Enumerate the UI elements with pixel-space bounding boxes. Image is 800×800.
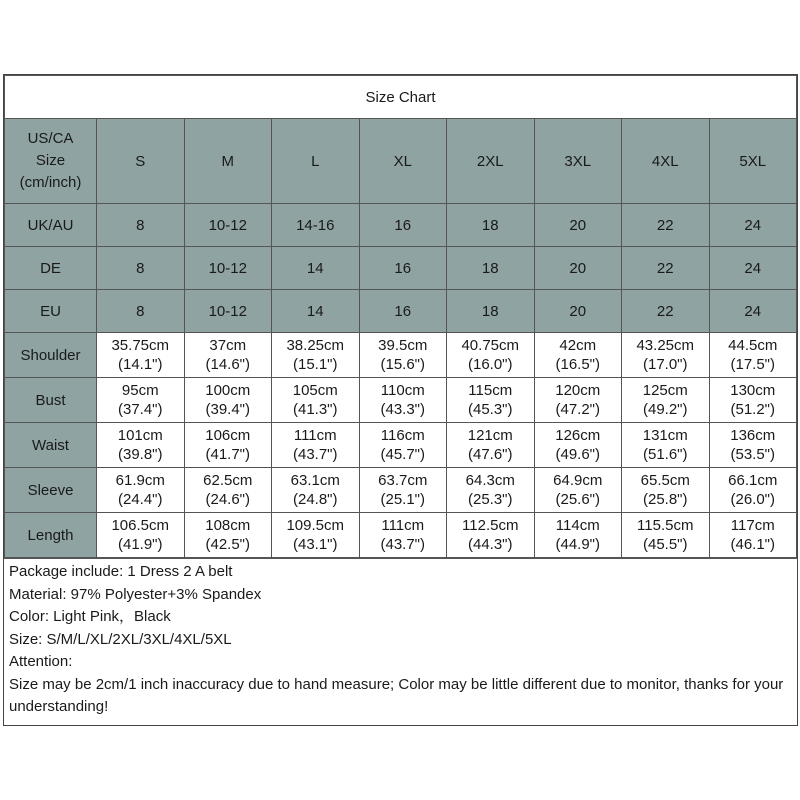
measurement-cm: 106.5cm: [111, 517, 170, 534]
measurement-cm: 115cm: [468, 382, 513, 399]
measurement-cm: 38.25cm: [286, 337, 345, 354]
measurement-cell: [447, 333, 535, 378]
measurement-cell: [622, 513, 710, 558]
measurement-cell: [709, 333, 797, 378]
measurement-cm: 61.9cm: [115, 472, 165, 489]
size-header-row: [5, 119, 797, 204]
measurement-cm: 37cm: [209, 337, 247, 354]
measurement-cm: 40.75cm: [461, 337, 520, 354]
measurement-cm: 44.5cm: [728, 337, 778, 354]
region-row: [5, 247, 797, 290]
header-label-line: (cm/inch): [19, 174, 82, 191]
measurement-inch: (44.3"): [467, 536, 513, 553]
measurement-cm: 62.5cm: [203, 472, 253, 489]
measurement-inch: (51.2"): [730, 401, 775, 418]
measurement-cell: [709, 513, 797, 558]
measurement-inch: (39.4"): [205, 401, 250, 418]
region-row: [5, 204, 797, 247]
measurement-cell: [272, 333, 360, 378]
measurement-cm: 115.5cm: [637, 517, 694, 534]
measurement-row: [5, 468, 797, 513]
measurement-cm: 111cm: [381, 517, 425, 534]
measurement-cell: [359, 333, 447, 378]
measurement-cm: 131cm: [642, 427, 688, 444]
measurement-inch: (41.7"): [205, 446, 250, 463]
measurement-inch: (26.0"): [730, 491, 775, 508]
measurement-cm: 63.1cm: [290, 472, 340, 489]
measurement-cell: [534, 513, 622, 558]
measurement-cm: 42cm: [559, 337, 597, 354]
region-value-cell: 14: [272, 290, 360, 333]
measurement-cell: [97, 423, 185, 468]
measurement-cm: 120cm: [555, 382, 601, 399]
chart-title: Size Chart: [5, 76, 797, 119]
measurement-inch: (24.6"): [205, 491, 250, 508]
region-value-cell: 24: [709, 290, 797, 333]
measurement-inch: (43.7"): [292, 446, 338, 463]
measurement-cell: [709, 423, 797, 468]
measurement-inch: (51.6"): [642, 446, 688, 463]
measurement-cell: [622, 378, 710, 423]
measurement-cell: [447, 378, 535, 423]
measurement-cell: [709, 378, 797, 423]
measurement-cm: 136cm: [730, 427, 776, 444]
measurement-cell: [359, 468, 447, 513]
measurement-cm: 66.1cm: [728, 472, 778, 489]
measurement-cell: [622, 333, 710, 378]
measurement-row: [5, 513, 797, 558]
measurement-cm: 106cm: [205, 427, 251, 444]
measurement-inch: (16.0"): [467, 356, 513, 373]
measurement-inch: (24.8"): [292, 491, 338, 508]
region-value-cell: 22: [622, 247, 710, 290]
region-value-cell: 18: [447, 247, 535, 290]
size-header-cell: L: [272, 119, 360, 204]
measurement-inch: (25.6"): [555, 491, 600, 508]
measurement-inch: (47.6"): [467, 446, 513, 463]
size-header-cell: 5XL: [709, 119, 797, 204]
measurement-label: Sleeve: [5, 468, 97, 513]
region-value-cell: 10-12: [184, 247, 272, 290]
region-value-cell: 20: [534, 204, 622, 247]
measurement-cell: [359, 513, 447, 558]
measurement-cell: [184, 333, 272, 378]
measurement-inch: (15.1"): [292, 356, 338, 373]
measurement-cell: [534, 378, 622, 423]
measurement-cm: 130cm: [730, 382, 776, 399]
note-line: Size: S/M/L/XL/2XL/3XL/4XL/5XL: [9, 630, 232, 648]
region-value-cell: 22: [622, 290, 710, 333]
measurement-cell: [272, 378, 360, 423]
measurement-cell: [272, 513, 360, 558]
measurement-cm: 114cm: [555, 517, 600, 534]
measurement-inch: (14.6"): [205, 356, 250, 373]
measurement-inch: (42.5"): [205, 536, 250, 553]
measurement-label: Bust: [5, 378, 97, 423]
measurement-inch: (45.5"): [642, 536, 688, 553]
measurement-cell: [534, 333, 622, 378]
measurement-inch: (17.0"): [642, 356, 688, 373]
measurement-row: [5, 378, 797, 423]
measurement-cm: 63.7cm: [378, 472, 428, 489]
measurement-inch: (14.1"): [117, 356, 163, 373]
size-header-cell: 3XL: [534, 119, 622, 204]
measurement-cm: 112.5cm: [462, 517, 519, 534]
region-value-cell: 22: [622, 204, 710, 247]
measurement-cm: 126cm: [555, 427, 601, 444]
measurement-inch: (47.2"): [555, 401, 600, 418]
measurement-cell: [184, 423, 272, 468]
measurement-cm: 64.3cm: [465, 472, 515, 489]
measurement-cell: [359, 378, 447, 423]
measurement-cell: [272, 468, 360, 513]
measurement-inch: (25.1"): [380, 491, 425, 508]
region-value-cell: 16: [359, 290, 447, 333]
measurement-inch: (37.4"): [117, 401, 163, 418]
region-value-cell: 10-12: [184, 290, 272, 333]
note-line: Material: 97% Polyester+3% Spandex: [9, 585, 262, 603]
measurement-inch: (45.7"): [380, 446, 425, 463]
measurement-cm: 121cm: [467, 427, 513, 444]
region-row: [5, 290, 797, 333]
note-line: Attention:: [9, 653, 73, 670]
measurement-cm: 110cm: [380, 382, 425, 399]
note-line: Package include: 1 Dress 2 A belt: [9, 563, 233, 580]
measurement-inch: (49.2"): [642, 401, 688, 418]
measurement-cell: [97, 468, 185, 513]
region-value-cell: 8: [97, 290, 185, 333]
measurement-inch: (53.5"): [730, 446, 775, 463]
measurement-inch: (41.9"): [117, 536, 163, 553]
measurement-cell: [184, 513, 272, 558]
measurement-inch: (43.7"): [380, 536, 425, 553]
size-header-cell: M: [184, 119, 272, 204]
measurement-cm: 111cm: [293, 427, 337, 444]
region-value-cell: 14: [272, 247, 360, 290]
measurement-cm: 95cm: [121, 382, 159, 399]
measurement-cm: 43.25cm: [636, 337, 695, 354]
measurement-cm: 108cm: [205, 517, 251, 534]
measurement-cm: 65.5cm: [640, 472, 690, 489]
measurement-inch: (41.3"): [292, 401, 338, 418]
measurement-inch: (17.5"): [730, 356, 775, 373]
measurement-cell: [359, 423, 447, 468]
region-value-cell: 16: [359, 247, 447, 290]
measurement-row: [5, 423, 797, 468]
measurement-cell: [184, 378, 272, 423]
region-label: EU: [5, 290, 97, 333]
region-label: DE: [5, 247, 97, 290]
measurement-cm: 35.75cm: [111, 337, 170, 354]
header-label-line: Size: [35, 152, 66, 169]
measurement-cell: [447, 468, 535, 513]
size-header-cell: XL: [359, 119, 447, 204]
measurement-cm: 116cm: [380, 427, 425, 444]
measurement-cell: [709, 468, 797, 513]
product-notes: [4, 558, 797, 725]
region-value-cell: 24: [709, 204, 797, 247]
measurement-label: Waist: [5, 423, 97, 468]
measurement-inch: (49.6"): [555, 446, 600, 463]
measurement-cell: [447, 513, 535, 558]
size-chart-table: [4, 75, 797, 558]
measurement-inch: (44.9"): [555, 536, 600, 553]
measurement-row: [5, 333, 797, 378]
measurement-cm: 101cm: [117, 427, 163, 444]
note-line: Color: Light Pink，Black: [9, 608, 171, 625]
size-header-cell: 4XL: [622, 119, 710, 204]
measurement-cell: [272, 423, 360, 468]
size-header-cell: S: [97, 119, 185, 204]
header-label-line: US/CA: [27, 130, 74, 147]
size-header-cell: 2XL: [447, 119, 535, 204]
region-value-cell: 20: [534, 247, 622, 290]
measurement-cm: 100cm: [205, 382, 251, 399]
measurement-cell: [184, 468, 272, 513]
measurement-cell: [534, 423, 622, 468]
measurement-inch: (15.6"): [380, 356, 425, 373]
size-header-label: [5, 119, 97, 204]
measurement-inch: (25.3"): [467, 491, 513, 508]
measurement-cell: [447, 423, 535, 468]
region-value-cell: 18: [447, 290, 535, 333]
region-value-cell: 14-16: [272, 204, 360, 247]
region-value-cell: 10-12: [184, 204, 272, 247]
measurement-cell: [97, 513, 185, 558]
measurement-cm: 125cm: [642, 382, 688, 399]
measurement-inch: (16.5"): [555, 356, 600, 373]
measurement-inch: (24.4"): [117, 491, 163, 508]
measurement-cell: [622, 468, 710, 513]
measurement-cm: 109.5cm: [286, 517, 345, 534]
measurement-inch: (46.1"): [730, 536, 775, 553]
measurement-cell: [97, 333, 185, 378]
measurement-cm: 39.5cm: [378, 337, 428, 354]
region-value-cell: 24: [709, 247, 797, 290]
region-value-cell: 16: [359, 204, 447, 247]
measurement-cm: 64.9cm: [553, 472, 603, 489]
measurement-label: Shoulder: [5, 333, 97, 378]
measurement-inch: (39.8"): [117, 446, 163, 463]
measurement-inch: (43.1"): [292, 536, 338, 553]
measurement-cell: [97, 378, 185, 423]
note-line: Size may be 2cm/1 inch inaccuracy due to hand measure; Color may be little different due to monitor, thanks for your understanding!: [9, 675, 784, 715]
measurement-inch: (25.8"): [642, 491, 688, 508]
measurement-inch: (43.3"): [380, 401, 425, 418]
measurement-cell: [534, 468, 622, 513]
measurement-cm: 117cm: [730, 517, 775, 534]
measurement-inch: (45.3"): [467, 401, 513, 418]
measurement-label: Length: [5, 513, 97, 558]
region-value-cell: 8: [97, 204, 185, 247]
measurement-cm: 105cm: [292, 382, 338, 399]
region-value-cell: 20: [534, 290, 622, 333]
region-value-cell: 18: [447, 204, 535, 247]
region-label: UK/AU: [5, 204, 97, 247]
region-value-cell: 8: [97, 247, 185, 290]
measurement-cell: [622, 423, 710, 468]
size-chart: [3, 74, 798, 726]
